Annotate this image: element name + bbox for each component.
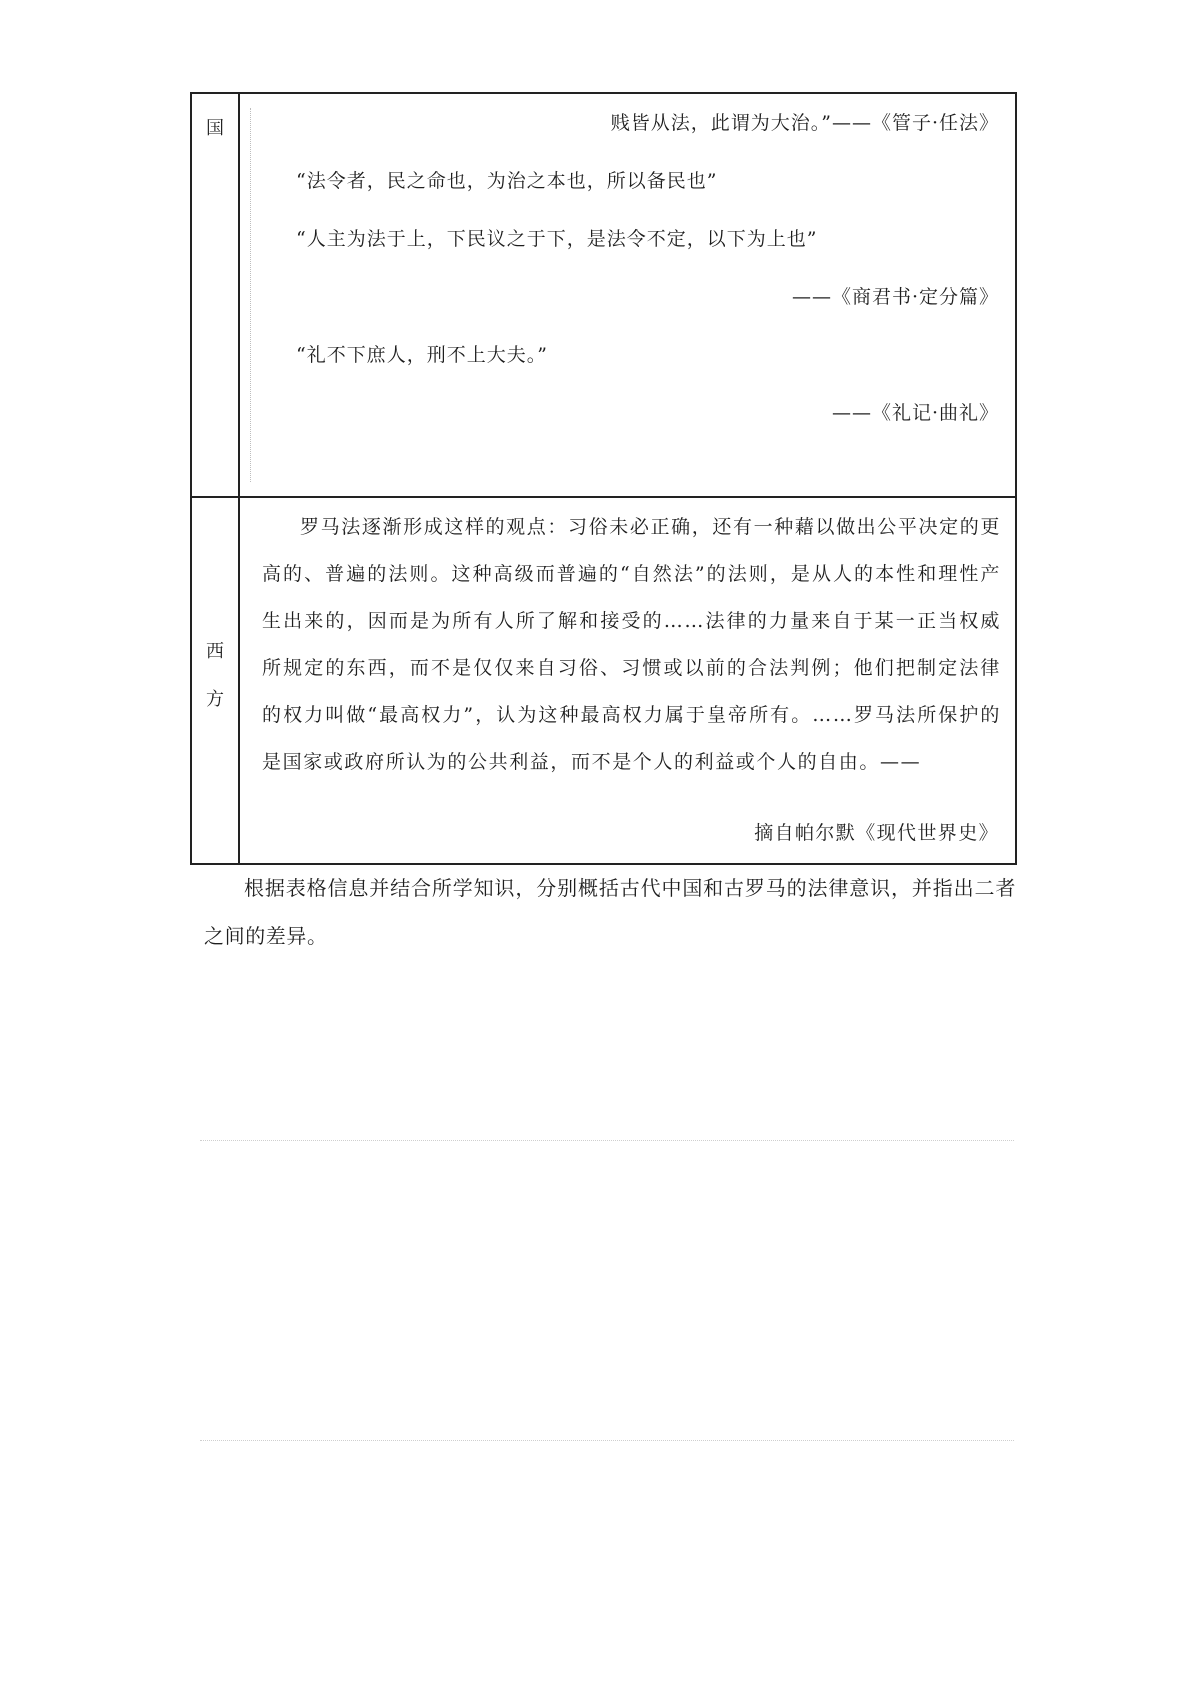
table-row-china <box>192 94 1015 496</box>
row-label-char-2: 方 <box>206 688 224 710</box>
liji-source: ——《礼记·曲礼》 <box>831 402 999 424</box>
answer-line <box>200 1440 1014 1441</box>
shangjun-quote-2: “人主为法于上，下民议之于下，是法令不定，以下为上也” <box>296 228 818 250</box>
liji-quote: “礼不下庶人，刑不上大夫。” <box>296 344 548 366</box>
shangjun-source: ——《商君书·定分篇》 <box>791 286 999 308</box>
answer-line <box>200 1140 1014 1141</box>
row-label-china <box>192 94 240 496</box>
table-row-west <box>192 496 1015 863</box>
palmer-source: 摘自帕尔默《现代世界史》 <box>754 822 999 844</box>
roman-law-paragraph: 罗马法逐渐形成这样的观点：习俗未必正确，还有一种藉以做出公平决定的更高的、普遍的法则。这种高级而普遍的“自然法”的法则，是从人的本性和理性产生出来的，因而是为所有人所了解和接受的……法律的力量来自于某一正当权威所规定的东西，而不是仅仅来自习俗、习惯或以前的合法判例；他们把制定法律的权力叫做“最高权力”，认为这种最高权力属于皇帝所有。……罗马法所保护的是国家或政府所认为的公共利益，而不是个人的利益或个人的自由。—— <box>262 516 1001 773</box>
west-text-cell <box>240 498 1015 863</box>
shangjun-quote-1: “法令者，民之命也，为治之本也，所以备民也” <box>296 170 718 192</box>
question-text: 根据表格信息并结合所学知识，分别概括古代中国和古罗马的法律意识，并指出二者之间的差异。 <box>204 876 1016 948</box>
row-label-char-1: 西 <box>206 640 224 662</box>
row-label-west <box>192 498 240 863</box>
guanzi-quote-line: 贱皆从法，此谓为大治。”——《管子·任法》 <box>610 112 999 134</box>
source-table <box>190 92 1017 865</box>
row-label-text: 国 <box>206 118 224 139</box>
china-quotes-cell <box>240 94 1015 496</box>
